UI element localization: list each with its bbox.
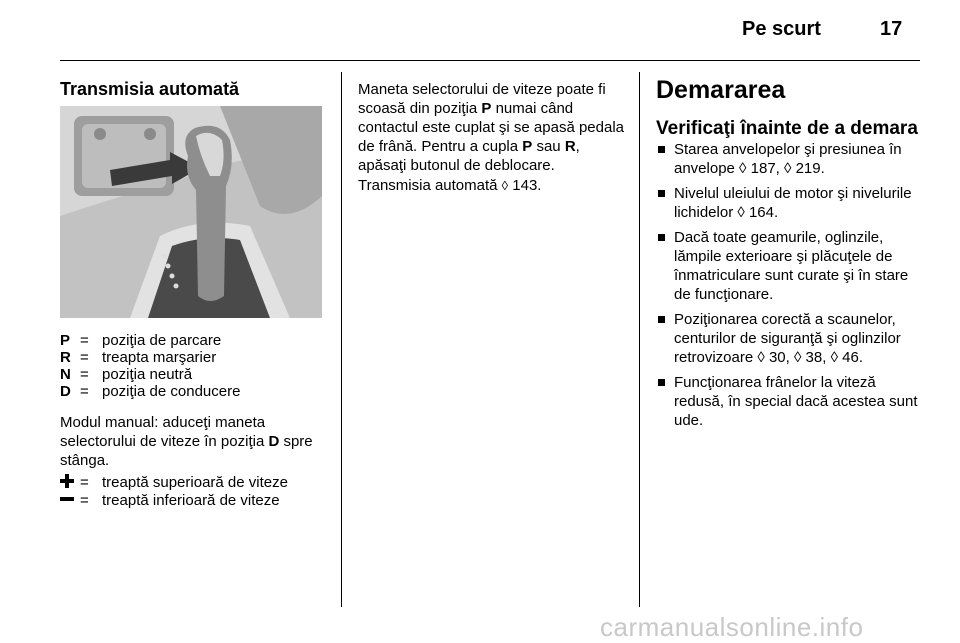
cross-reference-paragraph bbox=[358, 176, 628, 195]
list-item: Starea anvelopelor şi presiunea în anvelope ◊ 187, ◊ 219. bbox=[656, 140, 926, 178]
manual-shift-legend bbox=[60, 474, 288, 510]
text-run: sau bbox=[532, 138, 565, 155]
list-item: Funcţionarea frânelor la viteză redusă, în special dacă acestea sunt ude. bbox=[656, 373, 926, 430]
column-divider-right bbox=[639, 72, 640, 607]
section-title: Transmisia automată bbox=[60, 79, 240, 99]
legend-key: R bbox=[60, 349, 71, 366]
legend-row-p bbox=[60, 332, 240, 349]
legend-text: poziţia neutră bbox=[102, 366, 193, 383]
subsection-heading: Verificaţi înainte de a demara bbox=[656, 118, 918, 139]
legend-equals: = bbox=[80, 366, 89, 383]
legend-row-d bbox=[60, 383, 240, 400]
legend-row-r bbox=[60, 349, 240, 366]
column-divider-left bbox=[341, 72, 342, 607]
legend-key: D bbox=[60, 383, 71, 400]
legend-equals: = bbox=[80, 383, 89, 400]
legend-row-minus bbox=[60, 492, 288, 510]
legend-row-n bbox=[60, 366, 240, 383]
legend-row-plus bbox=[60, 474, 288, 492]
page-reference-icon: ◊ bbox=[501, 178, 509, 193]
legend-equals: = bbox=[80, 332, 89, 349]
text-run: Transmisia automată bbox=[358, 177, 502, 194]
legend-text: poziţia de conducere bbox=[102, 383, 241, 400]
legend-equals: = bbox=[80, 474, 89, 491]
page-header-title: Pe scurt bbox=[742, 18, 821, 40]
gear-selector-photo bbox=[60, 106, 322, 318]
legend-key: N bbox=[60, 366, 71, 383]
key-r: R bbox=[564, 138, 576, 155]
manual-key-d: D bbox=[268, 433, 280, 450]
manual-mode-paragraph bbox=[60, 413, 328, 470]
legend-equals: = bbox=[80, 492, 89, 509]
text-run: , apăsaţi butonul de deblocare. bbox=[358, 138, 580, 174]
page-reference: 143. bbox=[508, 177, 542, 194]
plus-icon bbox=[60, 474, 80, 492]
legend-text: treaptă inferioară de viteze bbox=[102, 492, 280, 509]
list-item: Poziţionarea corectă a scaunelor, centurilor de siguranţă şi oglinzilor retrovizoare ◊ 30, ◊ 38, ◊ 46. bbox=[656, 310, 926, 367]
minus-icon bbox=[60, 492, 80, 510]
legend-key: P bbox=[60, 332, 71, 349]
header-rule bbox=[60, 60, 920, 61]
legend-text: poziţia de parcare bbox=[102, 332, 222, 349]
key-p: P bbox=[522, 138, 533, 155]
legend-text: treaptă superioară de viteze bbox=[102, 474, 288, 491]
section-heading: Demararea bbox=[656, 76, 786, 104]
manual-text-2: spre stânga. bbox=[60, 433, 313, 469]
list-item: Nivelul uleiului de motor şi nivelurile lichidelor ◊ 164. bbox=[656, 184, 926, 222]
legend-equals: = bbox=[80, 349, 89, 366]
gear-position-legend bbox=[60, 332, 240, 400]
key-p: P bbox=[481, 100, 492, 117]
legend-text: treapta marşarier bbox=[102, 349, 217, 366]
watermark: carmanualsonline.info bbox=[600, 612, 864, 642]
page-number: 17 bbox=[880, 18, 903, 40]
text-run: numai când contactul este cuplat şi se apasă pedala de frână. Pentru a cupla bbox=[358, 100, 625, 155]
list-item: Dacă toate geamurile, oglinzile, lămpile exterioare şi plăcuţele de înmatriculare sunt curate şi în stare de funcţionare. bbox=[656, 228, 926, 304]
selector-lever-paragraph bbox=[358, 80, 628, 175]
checklist bbox=[656, 140, 926, 436]
text-run: Maneta selectorului de viteze poate fi scoasă din poziţia bbox=[358, 81, 606, 117]
manual-text-1: Modul manual: aduceţi maneta selectorului de viteze în poziţia bbox=[60, 414, 269, 450]
